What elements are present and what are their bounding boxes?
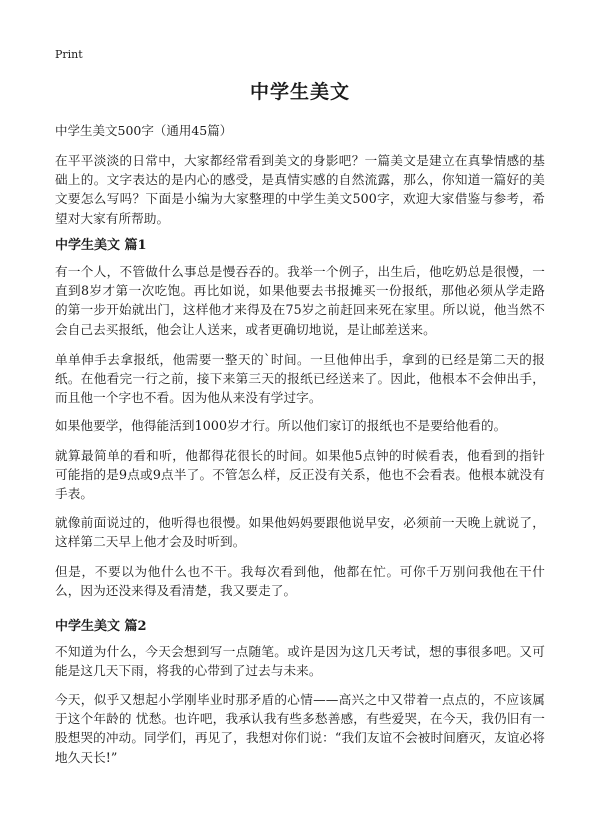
section1-paragraph-5: 就像前面说过的，他听得也很慢。如果他妈妈要跟他说早安，必须前一天晚上就说了，这样第二天早上他才会及时听到。 — [55, 515, 545, 550]
section1-paragraph-2: 单单伸手去拿报纸，他需要一整天的`时间。一旦他伸出手，拿到的已经是第二天的报纸。在他看完一行之前，接下来第三天的报纸已经送来了。因此，他根本不会伸出手，而且他一个字也不看。因为他从来没有学过字。 — [55, 352, 545, 406]
section1-paragraph-3: 如果他要学，他得能活到1000岁才行。所以他们家订的报纸也不是要给他看的。 — [55, 418, 507, 433]
section-heading-2: 中学生美文 篇2 — [55, 619, 147, 634]
print-link[interactable]: Print — [55, 48, 83, 61]
section1-paragraph-1: 有一个人，不管做什么事总是慢吞吞的。我举一个例子，出生后，他吃奶总是很慢，一直到8岁才第一次吃饱。再比如说，如果他要去书报摊买一份报纸，那他必须从学走路的第一步开始就出门，这样他才来得及在75岁之前赶回来死在家里。所以说，他当然不会自己去买报纸，他会让人送来，或者更确切地说，是让邮差送来。 — [55, 264, 545, 337]
section1-paragraph-4: 就算最简单的看和听，他都得花很长的时间。如果他5点钟的时候看表，他看到的指针可能指的是9点或9点半了。不管怎么样，反正没有关系，他也不会看表。他根本就没有手表。 — [55, 448, 545, 502]
page-title: 中学生美文 — [249, 81, 350, 103]
section2-paragraph-2: 今天，似乎又想起小学刚毕业时那矛盾的心情——高兴之中又带着一点点的，不应该属于这个年龄的 忧愁。也许吧，我承认我有些多愁善感，有些爱哭，在今天，我仍旧有一股想哭的冲动。同学们，再见了，我想对你们说：“我们友谊不会被时间磨灭，友谊必将地久天长!” — [55, 692, 545, 765]
article-subtitle: 中学生美文500字（通用45篇） — [55, 123, 233, 138]
section2-paragraph-1: 不知道为什么，今天会想到写一点随笔。或许是因为这几天考试，想的事很多吧。又可能是这几天下雨，将我的心带到了过去与未来。 — [55, 644, 545, 679]
section-heading-1: 中学生美文 篇1 — [55, 238, 147, 253]
section1-paragraph-6: 但是，不要以为他什么也不干。我每次看到他，他都在忙。可你千万别问我他在干什么，因为还没来得及看清楚，我又要走了。 — [55, 564, 545, 599]
intro-paragraph: 在平平淡淡的日常中，大家都经常看到美文的身影吧？一篇美文是建立在真挚情感的基础上的。文字表达的是内心的感受，是真情实感的自然流露，那么，你知道一篇好的美文要怎么写吗？下面是小编为大家整理的中学生美文500字，欢迎大家借鉴与参考，希望对大家有所帮助。 — [55, 153, 545, 226]
